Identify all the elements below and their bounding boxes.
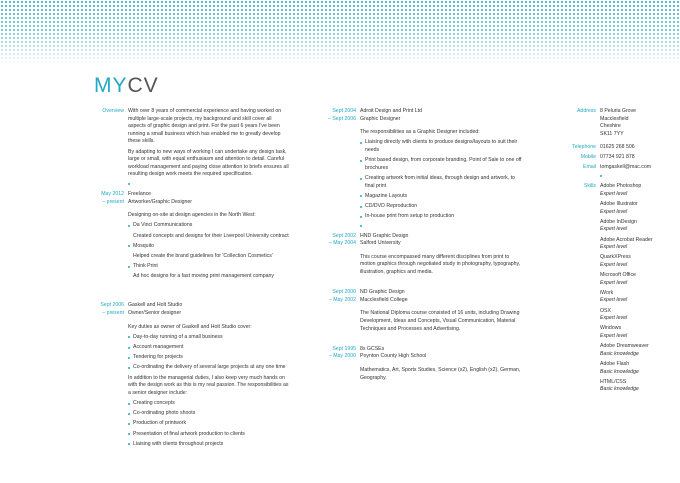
address-line: Macclesfield: [600, 115, 629, 122]
gaskell-paragraph: In addition to the managerial duties, I also keep very much hands on with the design work as this is my real passion. The responsibilities as a senior designer include:: [128, 374, 289, 396]
skill-item: [600, 272, 680, 287]
skill-name: Microsoft Office: [600, 272, 636, 279]
gcse-date-start: Sept 1995: [332, 345, 356, 352]
mobile-value: 07734 921 878: [600, 153, 635, 160]
skill-item: [600, 290, 680, 305]
skills-section: [560, 183, 680, 396]
skill-item: [600, 343, 680, 358]
skill-level: Expert level: [600, 208, 628, 215]
nd-date-start: Sept 2000: [332, 289, 356, 296]
nd-description: The National Diploma course consisted of 16 units, including Drawing Development, Ideas and Concepts, Visual Communication, Material Techniques and Processes and Advertising.: [360, 310, 520, 332]
gcse-section: [326, 346, 522, 385]
gaskell-date-end: – present: [102, 310, 124, 317]
gaskell-section: [94, 302, 290, 450]
separator-dot: [128, 183, 130, 185]
skill-level: Basic knowledge: [600, 386, 639, 393]
skill-level: Basic knowledge: [600, 368, 639, 375]
hnd-section: [326, 233, 522, 280]
skill-name: Adobe Photoshop: [600, 183, 642, 190]
list-item: Account management: [128, 344, 290, 352]
freelance-date-end: – present: [102, 198, 124, 205]
gcse-org: 8x GCSEs: [360, 345, 385, 352]
skill-level: Expert level: [600, 297, 628, 304]
skill-name: Adobe Acrobat Reader: [600, 236, 653, 243]
adroit-org: Adroit Design and Print Ltd: [360, 108, 422, 114]
skill-level: Expert level: [600, 279, 628, 286]
nd-date-end: – May 2002: [328, 296, 356, 303]
skill-name: Adobe Flash: [600, 360, 630, 367]
list-item: CD/DVD Reproduction: [360, 203, 522, 211]
skill-name: Adobe Illustrator: [600, 200, 638, 207]
skill-item: [600, 201, 680, 216]
hnd-school: Salford University: [360, 240, 401, 247]
list-item: Co-ordinating the delivery of several large projects at any one time: [128, 364, 290, 372]
separator-dot: [600, 175, 602, 177]
column-left: [94, 108, 290, 451]
skill-name: HTML/CSS: [600, 378, 627, 385]
freelance-date-start: May 2012: [101, 190, 124, 197]
email-row: [560, 164, 680, 184]
mobile-row: [560, 154, 680, 162]
skill-item: [600, 219, 680, 234]
skills-label: Skills: [583, 183, 596, 190]
skill-level: Expert level: [600, 190, 628, 197]
list-item: Liaising directly with clients to produce designs/layouts to suit their needs: [360, 139, 522, 154]
skill-level: Expert level: [600, 261, 628, 268]
list-item-detail: Ad hoc designs for a fast moving print management company: [133, 273, 275, 280]
separator-dot: [360, 225, 362, 227]
freelance-intro: Designing on-site at design agencies in the North West:: [128, 212, 256, 219]
gcse-school: Poynton County High School: [360, 353, 427, 360]
skill-name: QuarkXPress: [600, 254, 631, 261]
gaskell-intro: Key duties as owner of Gaskell and Holt Studio cover:: [128, 323, 252, 330]
adroit-date-end: – Sept 2006: [328, 115, 356, 122]
telephone-label: Telephone: [572, 144, 596, 151]
list-item: Magazine Layouts: [360, 193, 522, 201]
list-item: Liaising with clients throughout projects: [128, 441, 290, 449]
telephone-value: 01625 268 506: [600, 144, 635, 151]
overview-paragraph-1: With over 8 years of commercial experience and having worked on multiple large-scale projects, my background and skill cover all aspects of graphic design and print. For the past 6 years I've been running a small business which has enabled me to greatly develop these skills.: [128, 108, 282, 145]
nd-school: Macclesfield College: [360, 296, 408, 303]
list-item: Creating concepts: [128, 400, 290, 408]
address-label: Address: [576, 108, 596, 114]
skill-name: Windows: [600, 325, 622, 332]
overview-label: Overview: [102, 108, 124, 114]
gcse-date-end: – May 2000: [328, 353, 356, 360]
adroit-date-start: Sept 2004: [332, 108, 356, 114]
title-my: MY: [94, 74, 128, 97]
skill-name: Adobe InDesign: [600, 218, 637, 225]
skill-item: [600, 183, 680, 198]
freelance-section: [94, 191, 290, 284]
skill-level: Basic knowledge: [600, 350, 639, 357]
gaskell-role: Owner/Senior designer: [128, 310, 182, 317]
freelance-role: Artworker/Graphic Designer: [128, 198, 193, 205]
list-item: Think Print: [128, 263, 290, 271]
list-item-detail: Created concepts and designs for their Liverpool University contract: [133, 232, 289, 239]
title-cv: CV: [127, 74, 159, 97]
page-title: [94, 74, 159, 98]
hnd-description: This course encompassed many different disciplines from print to motion graphics through negotiated study in photography, typography, illustration, graphics and media.: [360, 253, 521, 276]
gcse-description: Mathematics, Art, Sports Studies, Science (x2), English (x2), German, Geography.: [360, 367, 521, 381]
skill-item: [600, 237, 680, 252]
nd-section: [326, 289, 522, 336]
gaskell-date-start: Sept 2006: [100, 302, 124, 309]
skill-name: iWork: [600, 289, 614, 296]
adroit-intro: The responsibilities as a Graphic Designer included:: [360, 129, 480, 136]
hnd-org: HND Graphic Design: [360, 232, 409, 239]
address-line: 8 Peluria Grove: [600, 108, 637, 114]
adroit-section: [326, 108, 522, 233]
hnd-date-end: – May 2004: [328, 240, 356, 247]
skill-item: [600, 379, 680, 394]
skill-level: Expert level: [600, 226, 628, 233]
gaskell-org: Gaskell and Holt Studio: [128, 302, 183, 309]
list-item-detail: Helped create the brand guidelines for 'Collection Cosmetics': [133, 252, 273, 259]
skill-name: OSX: [600, 307, 611, 314]
freelance-org: Freelance: [128, 190, 152, 197]
dot-pattern-header: [0, 0, 680, 66]
skill-item: [600, 308, 680, 323]
overview-section: [94, 108, 290, 191]
column-right: [560, 108, 680, 397]
list-item: Creating artwork from initial ideas, through design and artwork, to final print: [360, 175, 522, 190]
skill-level: Expert level: [600, 244, 628, 251]
list-item: Print based design, from corporate branding, Point of Sale to one off brochures: [360, 157, 522, 172]
skill-name: Adobe Dreamweaver: [600, 343, 649, 350]
email-link[interactable]: tomgaskell@mac.com: [600, 163, 652, 170]
list-item: Co-ordinating photo shoots: [128, 410, 290, 418]
mobile-label: Mobile: [580, 153, 596, 160]
skill-item: [600, 325, 680, 340]
list-item: In-house print from setup to production: [360, 213, 522, 221]
address-line: SK11 7YY: [600, 130, 624, 137]
skill-item: [600, 254, 680, 269]
list-item: Mosquito: [128, 243, 290, 251]
address-line: Cheshire: [600, 123, 621, 130]
list-item: Day-to-day running of a small business: [128, 334, 290, 342]
telephone-row: [560, 144, 680, 152]
list-item: Production of printwork: [128, 420, 290, 428]
overview-paragraph-2: By adapting to new ways of working I can undertake any design task, large or small, with equal enthusiasm and attention to detail. Careful workload management and paying close attention to briefs ensures all resulting design work meets the required specification.: [128, 148, 289, 178]
email-label: Email: [583, 163, 596, 170]
column-middle: [326, 108, 522, 385]
skill-level: Expert level: [600, 333, 628, 339]
list-item: Tendering for projects: [128, 354, 290, 362]
adroit-role: Graphic Designer: [360, 115, 401, 122]
nd-org: ND Graphic Design: [360, 289, 405, 296]
hnd-date-start: Sept 2002: [332, 232, 356, 239]
list-item: Da Vinci Communications: [128, 222, 290, 230]
address-row: [560, 108, 680, 138]
list-item: Presentation of final artwork production to clients: [128, 431, 290, 439]
skill-level: Expert level: [600, 315, 628, 322]
skill-item: [600, 361, 680, 376]
